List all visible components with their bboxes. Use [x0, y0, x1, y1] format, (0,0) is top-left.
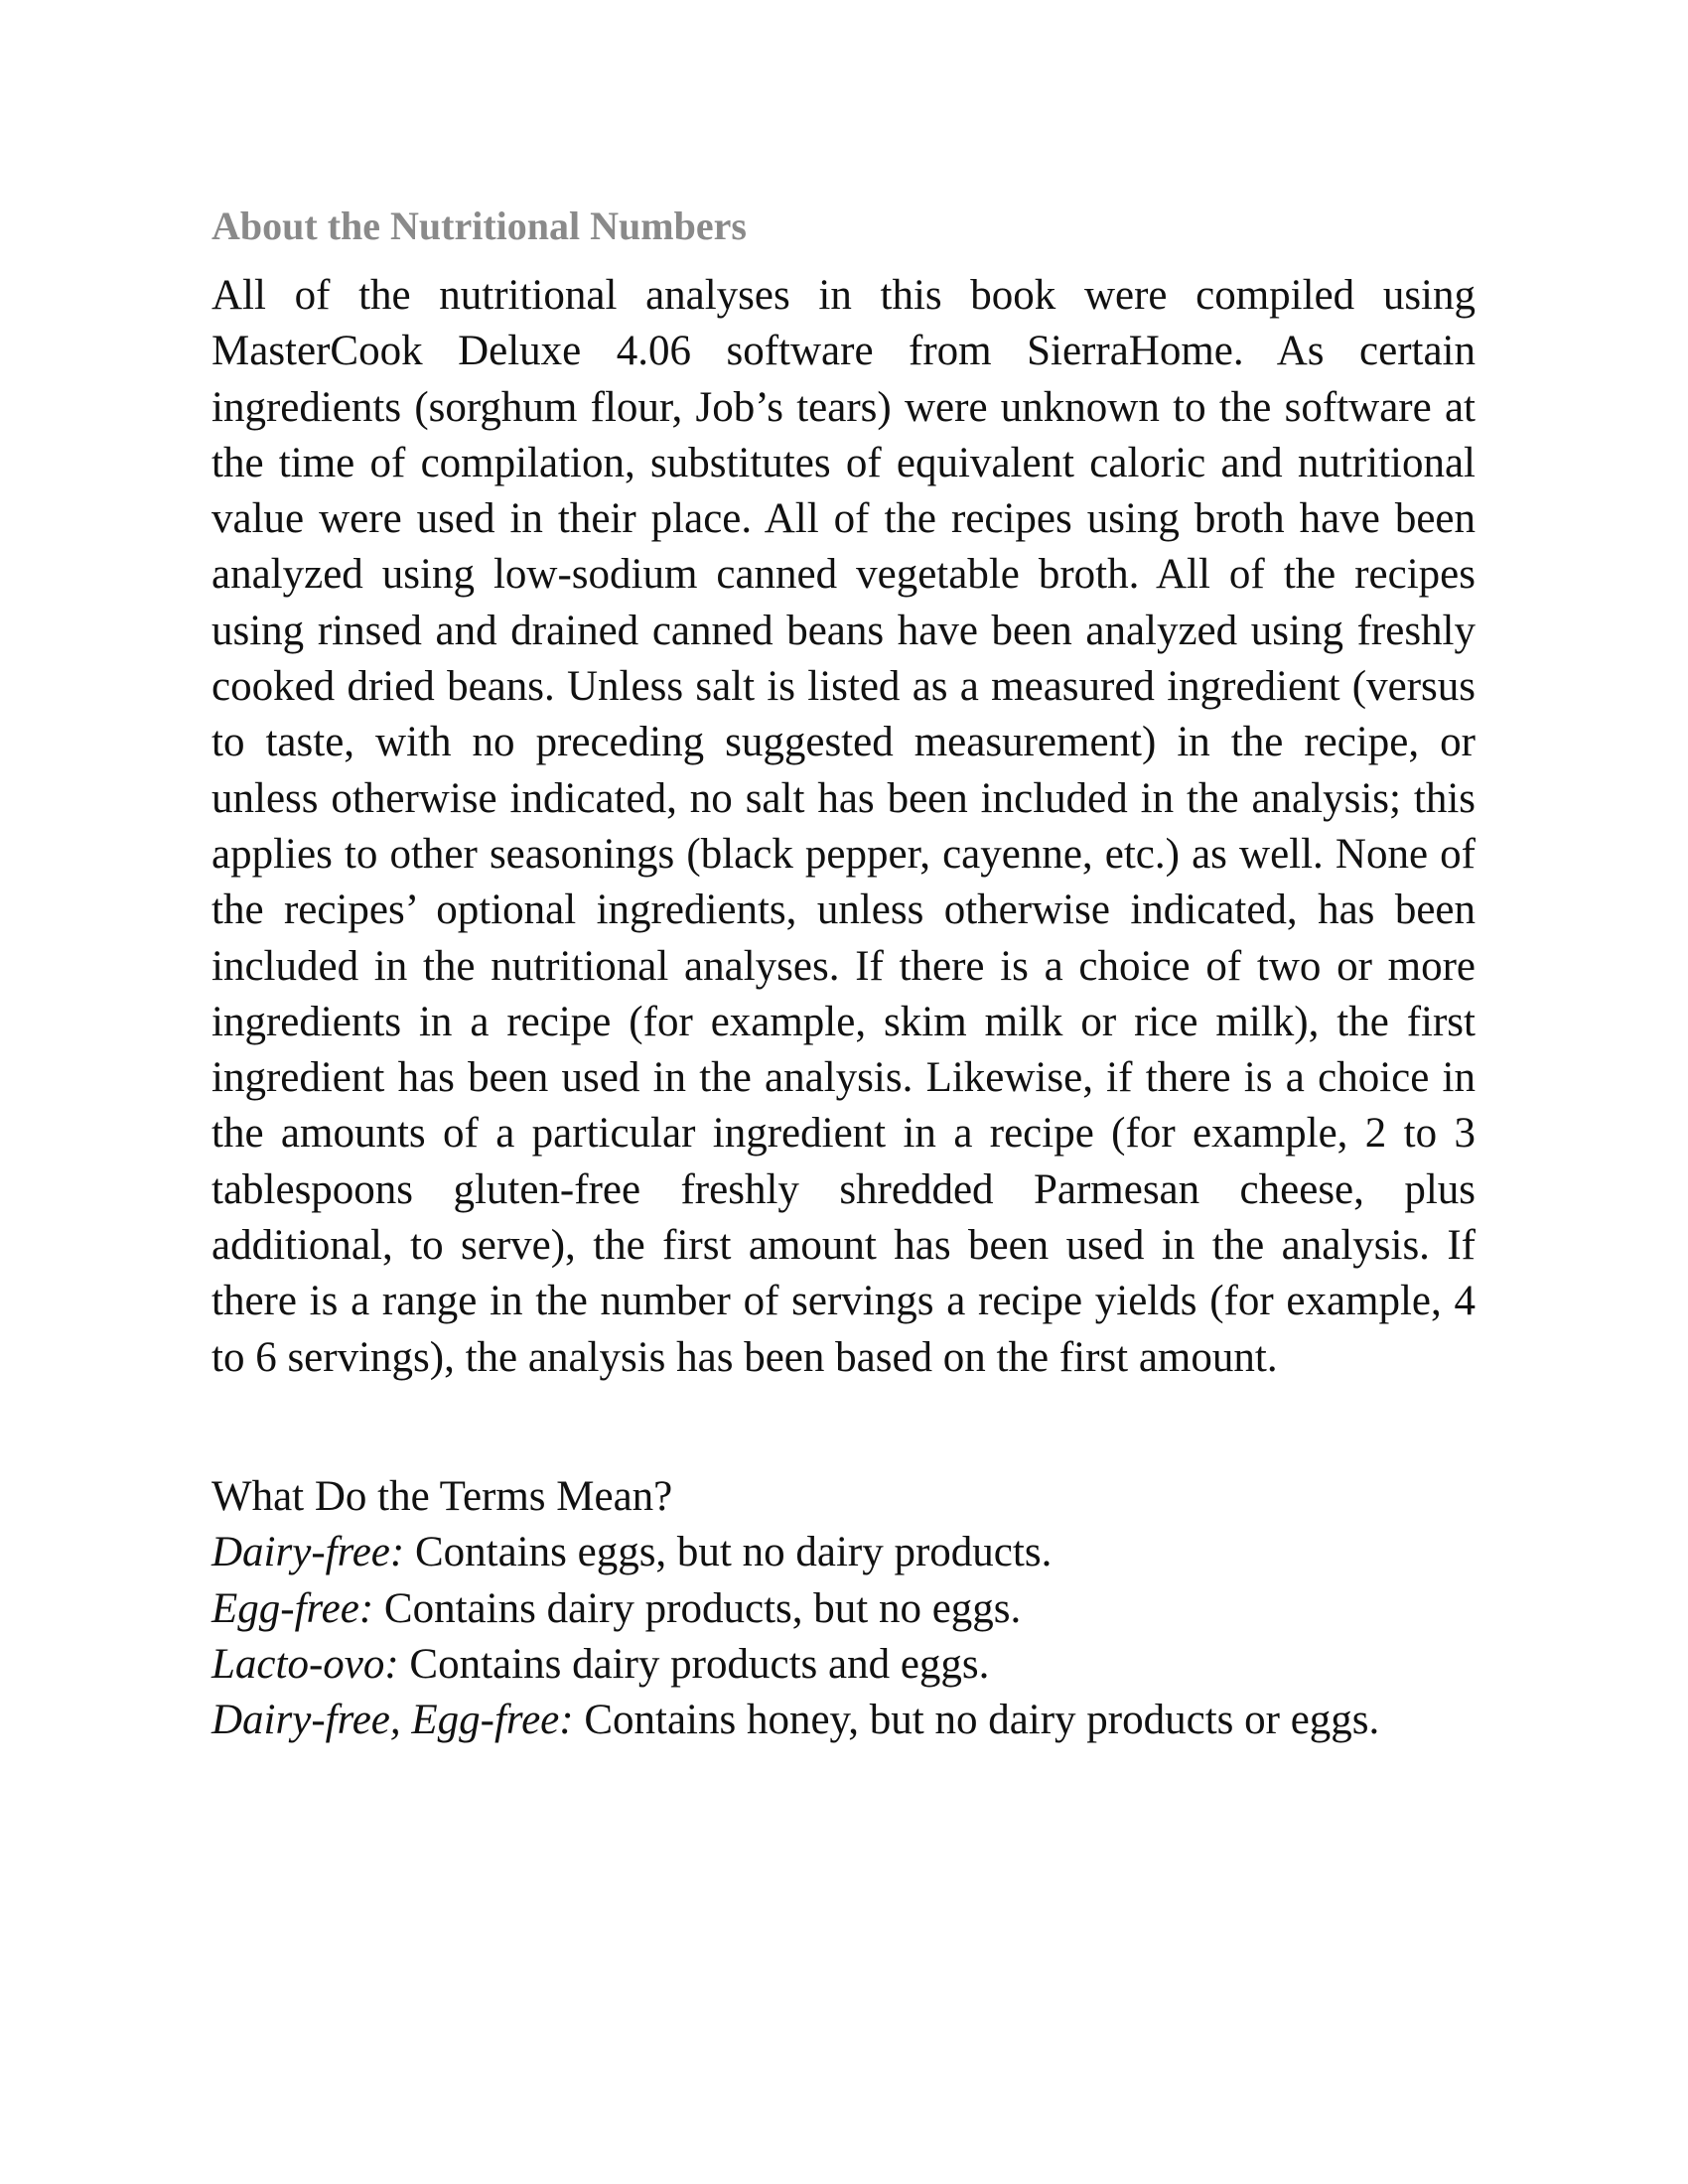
term-item: [211, 1525, 1476, 1580]
terms-title: What Do the Terms Mean?: [211, 1472, 673, 1520]
term-definition: Contains dairy products, but no eggs.: [373, 1584, 1022, 1632]
term-name: Lacto-ovo:: [211, 1640, 399, 1688]
term-name: Dairy-free, Egg-free:: [211, 1697, 574, 1744]
term-name: Egg-free:: [211, 1584, 374, 1632]
section-heading: About the Nutritional Numbers: [211, 204, 747, 248]
term-definition: Contains dairy products and eggs.: [398, 1640, 990, 1688]
term-definition: Contains honey, but no dairy products or eggs.: [573, 1697, 1380, 1744]
term-item: [211, 1637, 1476, 1693]
document-page: [211, 197, 1476, 1748]
term-item: [211, 1693, 1476, 1748]
body-paragraph: All of the nutritional analyses in this book were compiled using MasterCook Deluxe 4.06 software from SierraHome. As certain ingredients (sorghum flour, Job’s tears) were unknown to the software at the time of compilation, substitutes of equivalent caloric and nutritional value were used in their place. All of the recipes using broth have been analyzed using low-sodium canned vegetable broth. All of the recipes using rinsed and drained canned beans have been analyzed using freshly cooked dried beans. Unless salt is listed as a measured ingredient (versus to taste, with no preceding suggested measurement) in the recipe, or unless otherwise indicated, no salt has been included in the analysis; this applies to other seasonings (black pepper, cayenne, etc.) as well. None of the recipes’ optional ingredients, unless otherwise indicated, has been included in the nutritional analyses. If there is a choice of two or more ingredients in a recipe (for example, skim milk or rice milk), the first ingredient has been used in the analysis. Likewise, if there is a choice in the amounts of a particular ingredient in a recipe (for example, 2 to 3 tablespoons gluten-free freshly shredded Parmesan cheese, plus additional, to serve), the first amount has been used in the analysis. If there is a range in the number of servings a recipe yields (for example, 4 to 6 servings), the analysis has been based on the first amount.: [211, 272, 1476, 1381]
term-name: Dairy-free:: [211, 1529, 405, 1576]
term-item: [211, 1581, 1476, 1637]
term-definition: Contains eggs, but no dairy products.: [404, 1529, 1053, 1576]
terms-section: [211, 1469, 1476, 1748]
